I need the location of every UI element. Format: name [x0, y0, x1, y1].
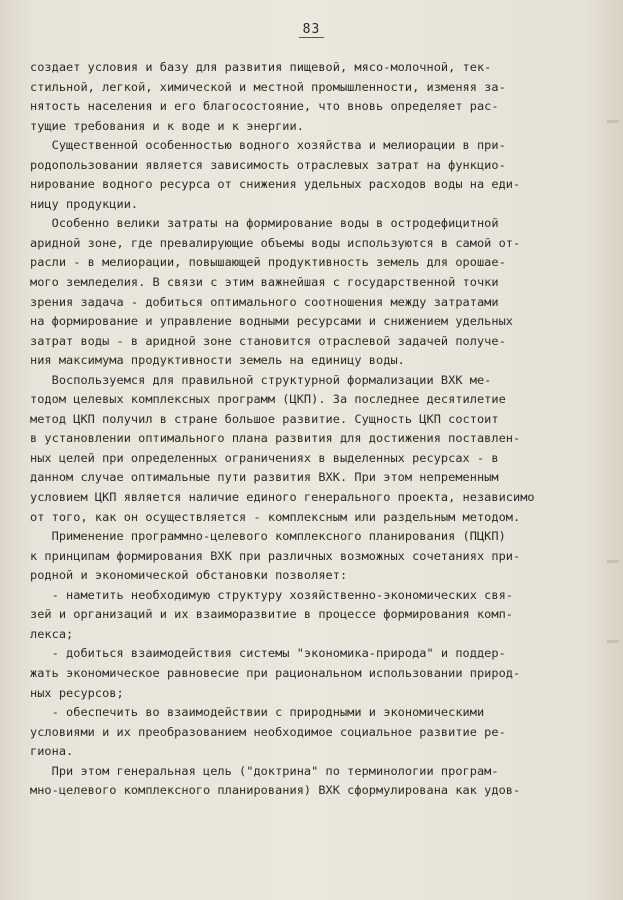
text-line: к принципам формирования ВХК при различных возможных сочетаниях при- [30, 548, 521, 563]
text-line: аридной зоне, где превалирующие объемы воды используются в самой от- [30, 235, 521, 250]
text-line: стильной, легкой, химической и местной промышленности, изменяя за- [30, 79, 506, 94]
text-line: - добиться взаимодействия системы "экономика-природа" и поддер- [30, 646, 506, 661]
text-line: Особенно велики затраты на формирование воды в остродефицитной [30, 216, 499, 231]
text-line: ных целей при определенных ограничениях в выделенных ресурсах - в [30, 450, 499, 465]
text-line: зрения задача - добиться оптимального соотношения между затратами [30, 294, 499, 309]
text-line: гиона. [30, 744, 74, 759]
text-line: на формирование и управление водными ресурсами и снижением удельных [30, 314, 513, 329]
text-line: ния максимума продуктивности земель на единицу воды. [30, 353, 405, 368]
text-line: расли - в мелиорации, повышающей продуктивность земель для орошае- [30, 255, 506, 270]
text-line: ницу продукции. [30, 196, 139, 211]
page-number: 83 [0, 22, 623, 37]
text-line: зей и организаций и их взаиморазвитие в процессе формирования комп- [30, 607, 513, 622]
text-line: тодом целевых комплексных программ (ЦКП). За последнее десятилетие [30, 392, 506, 407]
text-line: в установлении оптимального плана развития для достижения поставлен- [30, 431, 521, 446]
text-line: тущие требования и к воде и к энергии. [30, 118, 304, 133]
text-line: данном случае оптимальные пути развития ВХК. При этом непременным [30, 470, 499, 485]
text-line: создает условия и базу для развития пищевой, мясо-молочной, тек- [30, 60, 492, 74]
text-line: нятость населения и его благосостояние, что вновь определяет рас- [30, 99, 499, 114]
text-line: мого земледелия. В связи с этим важнейшая с государственной точки [30, 275, 499, 290]
scan-edge-mark [607, 560, 619, 563]
scan-edge-mark [607, 640, 619, 643]
text-line: нирование водного ресурса от снижения удельных расходов воды на еди- [30, 177, 521, 192]
text-line: - наметить необходимую структуру хозяйственно-экономических свя- [30, 587, 513, 602]
text-line: ных ресурсов; [30, 685, 124, 700]
text-line: Воспользуемся для правильной структурной формализации ВХК ме- [30, 372, 492, 387]
text-line: лекса; [30, 626, 74, 641]
text-line: Применение программно-целевого комплексного планирования (ПЦКП) [30, 529, 506, 544]
text-line: родной и экономической обстановки позволяет: [30, 568, 348, 583]
body-text [30, 58, 608, 801]
text-line: Существенной особенностью водного хозяйства и мелиорации в при- [30, 138, 506, 153]
text-line: При этом генеральная цель ("доктрина" по терминологии програм- [30, 763, 499, 778]
text-line: условиями и их преобразованием необходимое социальное развитие ре- [30, 724, 506, 739]
text-line: условием ЦКП является наличие единого генерального проекта, независимо [30, 490, 535, 505]
text-line: мно-целевого комплексного планирования) ВХК сформулирована как удов- [30, 783, 521, 798]
text-line: жать экономическое равновесие при рациональном использовании природ- [30, 665, 521, 680]
scan-edge-mark [607, 120, 619, 123]
text-line: родопользовании является зависимость отраслевых затрат на функцио- [30, 157, 506, 172]
text-line: затрат воды - в аридной зоне становится отраслевой задачей получе- [30, 333, 506, 348]
text-line: - обеспечить во взаимодействии с природными и экономическими [30, 705, 485, 720]
text-line: от того, как он осуществляется - комплексным или раздельным методом. [30, 509, 521, 524]
text-line: метод ЦКП получил в стране большое развитие. Сущность ЦКП состоит [30, 411, 499, 426]
